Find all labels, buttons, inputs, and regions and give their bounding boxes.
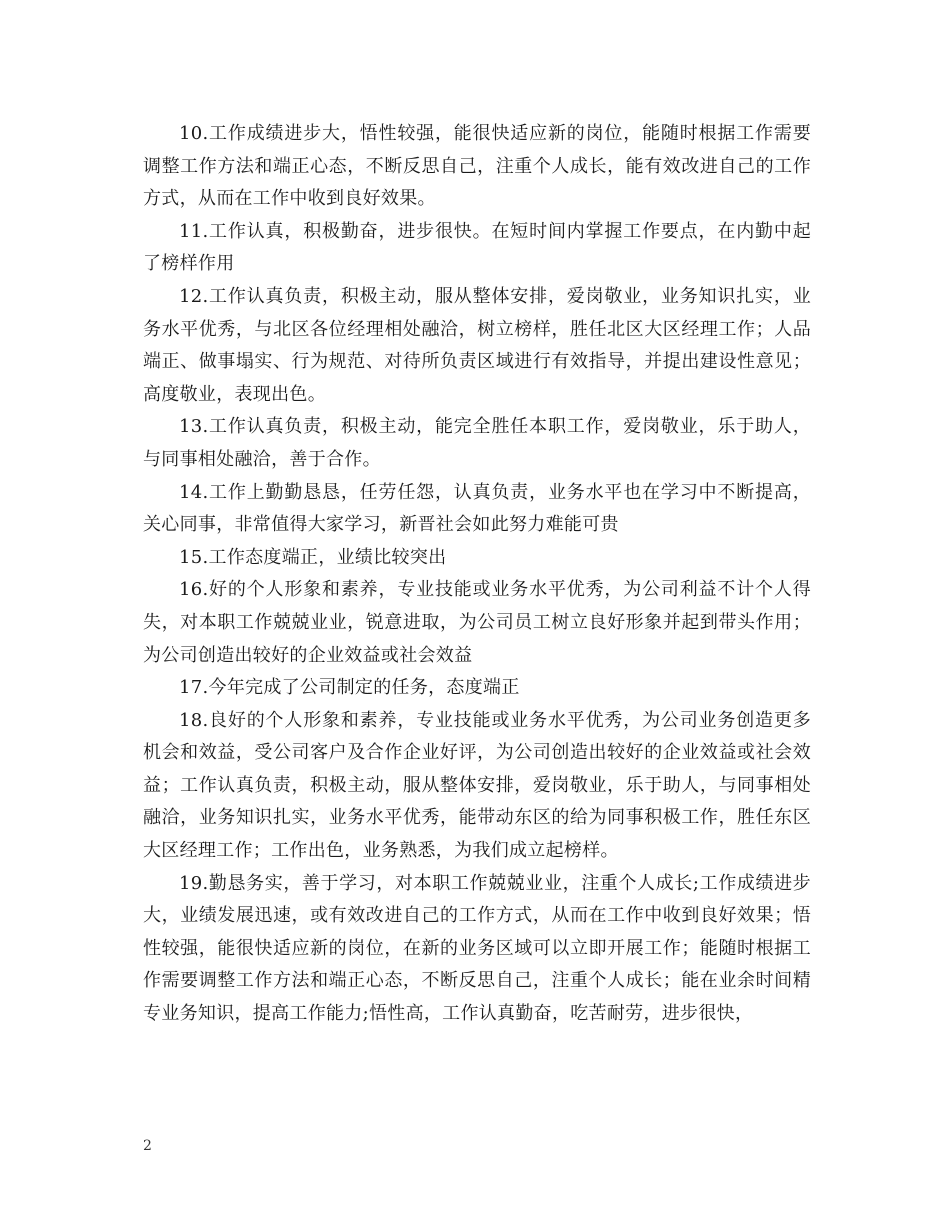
paragraph-13: 13.工作认真负责，积极主动，能完全胜任本职工作，爱岗敬业，乐于助人，与同事相处融洽，善于合作。 <box>143 416 811 470</box>
paragraph-19: 19.勤恳务实，善于学习，对本职工作兢兢业业，注重个人成长;工作成绩进步大，业绩发展迅速，或有效改进自己的工作方式，从而在工作中收到良好效果；悟性较强，能很快适应新的岗位，在新的业务区域可以立即开展工作；能随时根据工作需要调整工作方法和端正心态，不断反思自己，注重个人成长；能在业余时间精专业务知识，提高工作能力;悟性高，工作认真勤奋，吃苦耐劳，进步很快， <box>143 872 811 1025</box>
paragraph-10: 10.工作成绩进步大，悟性较强，能很快适应新的岗位，能随时根据工作需要调整工作方法和端正心态，不断反思自己，注重个人成长，能有效改进自己的工作方式，从而在工作中收到良好效果。 <box>143 123 811 210</box>
paragraph-14: 14.工作上勤勤恳恳，任劳任怨，认真负责，业务水平也在学习中不断提高，关心同事，非常值得大家学习，新晋社会如此努力难能可贵 <box>143 481 811 536</box>
paragraph-17: 17.今年完成了公司制定的任务，态度端正 <box>179 677 520 699</box>
paragraph-15: 15.工作态度端正，业绩比较突出 <box>179 546 447 568</box>
page-number: 2 <box>143 1138 152 1154</box>
paragraph-12: 12.工作认真负责，积极主动，服从整体安排，爱岗敬业，业务知识扎实，业务水平优秀，与北区各位经理相处融洽，树立榜样，胜任北区大区经理工作；人品端正、做事塌实、行为规范、对待所负责区域进行有效指导，并提出建设性意见；高度敬业，表现出色。 <box>143 285 811 405</box>
document-body <box>143 118 811 1031</box>
paragraph-16: 16.好的个人形象和素养，专业技能或业务水平优秀，为公司利益不计个人得失，对本职工作兢兢业业，锐意进取，为公司员工树立良好形象并起到带头作用；为公司创造出较好的企业效益或社会效益 <box>143 579 811 666</box>
paragraph-11: 11.工作认真，积极勤奋，进步很快。在短时间内掌握工作要点，在内勤中起了榜样作用 <box>143 220 811 275</box>
paragraph-18: 18.良好的个人形象和素养，专业技能或业务水平优秀，为公司业务创造更多机会和效益，受公司客户及合作企业好评，为公司创造出较好的企业效益或社会效益；工作认真负责，积极主动，服从整体安排，爱岗敬业，乐于助人，与同事相处融洽，业务知识扎实，业务水平优秀，能带动东区的给为同事积极工作，胜任东区大区经理工作；工作出色，业务熟悉，为我们成立起榜样。 <box>143 709 811 862</box>
